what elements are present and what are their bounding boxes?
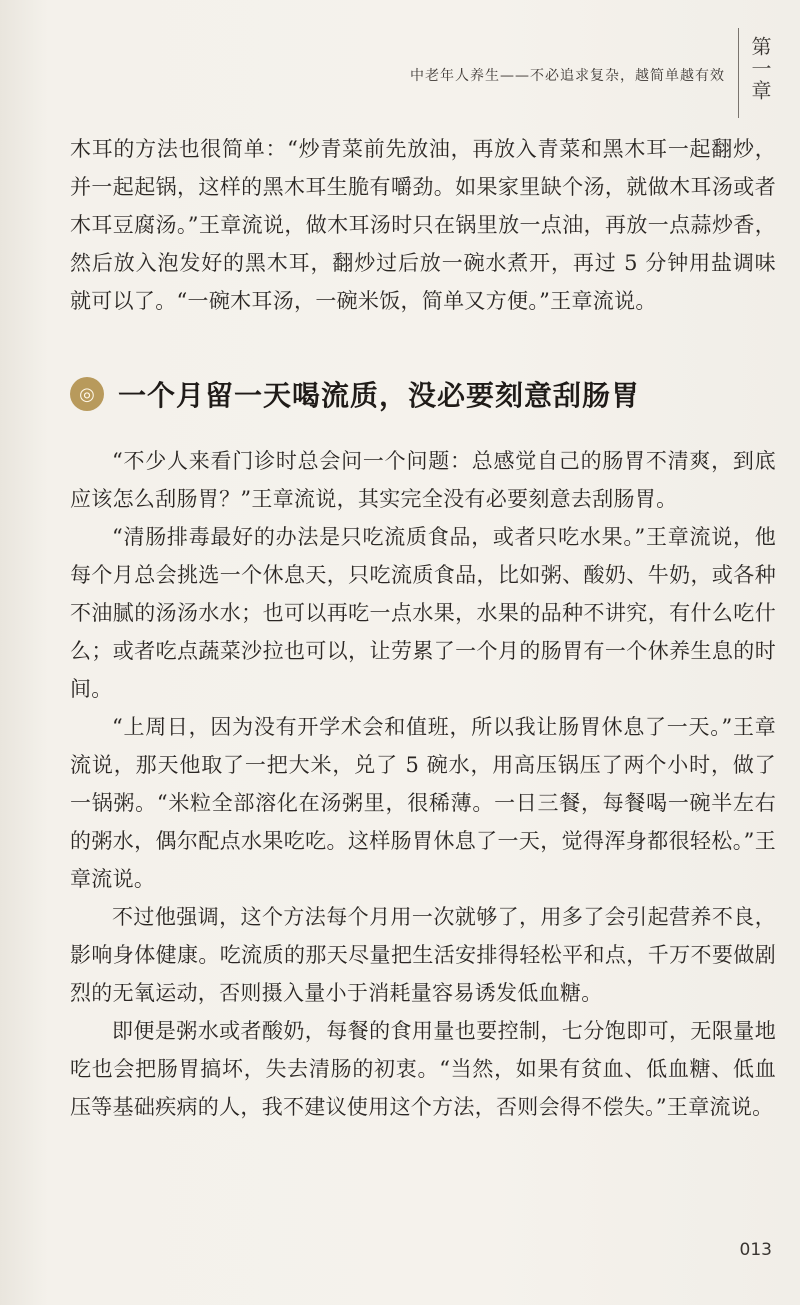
page-body xyxy=(70,130,776,1126)
header-divider xyxy=(738,28,739,118)
chapter-label: 第一章 xyxy=(748,36,772,102)
section-heading xyxy=(70,364,776,424)
paragraph-3: “上周日，因为没有开学术会和值班，所以我让肠胃休息了一天。”王章流说，那天他取了一把大米，兑了 5 碗水，用高压锅压了两个小时，做了一锅粥。“米粒全部溶化在汤粥里，很稀薄。一日三餐，每餐喝一碗半左右的粥水，偶尔配点水果吃吃。这样肠胃休息了一天，觉得浑身都很轻松。”王章流说。 xyxy=(70,715,776,891)
paragraph-continued: 木耳的方法也很简单：“炒青菜前先放油，再放入青菜和黑木耳一起翻炒，并一起起锅，这样的黑木耳生脆有嚼劲。如果家里缺个汤，就做木耳汤或者木耳豆腐汤。”王章流说，做木耳汤时只在锅里放一点油，再放一点蒜炒香，然后放入泡发好的黑木耳，翻炒过后放一碗水煮开，再过 5 分钟用盐调味就可以了。“一碗木耳汤，一碗米饭，简单又方便。”王章流说。 xyxy=(70,137,776,313)
section-title: 一个月留一天喝流质，没必要刻意刮肠胃 xyxy=(118,379,641,412)
running-title: 中老年人养生——不必追求复杂，越简单越有效 xyxy=(410,68,725,84)
section-bullet-icon: ◎ xyxy=(70,377,104,411)
page-number: 013 xyxy=(739,1240,772,1260)
paragraph-2: “清肠排毒最好的办法是只吃流质食品，或者只吃水果。”王章流说，他每个月总会挑选一个休息天，只吃流质食品，比如粥、酸奶、牛奶，或各种不油腻的汤汤水水；也可以再吃一点水果，水果的品种不讲究，有什么吃什么；或者吃点蔬菜沙拉也可以，让劳累了一个月的肠胃有一个休养生息的时间。 xyxy=(70,525,776,701)
paragraph-5: 即便是粥水或者酸奶，每餐的食用量也要控制，七分饱即可，无限量地吃也会把肠胃搞坏，失去清肠的初衷。“当然，如果有贫血、低血糖、低血压等基础疾病的人，我不建议使用这个方法，否则会得不偿失。”王章流说。 xyxy=(70,1019,776,1119)
paragraph-4: 不过他强调，这个方法每个月用一次就够了，用多了会引起营养不良，影响身体健康。吃流质的那天尽量把生活安排得轻松平和点，千万不要做剧烈的无氧运动，否则摄入量小于消耗量容易诱发低血糖。 xyxy=(70,905,776,1005)
paragraph-1: “不少人来看门诊时总会问一个问题：总感觉自己的肠胃不清爽，到底应该怎么刮肠胃？”王章流说，其实完全没有必要刻意去刮肠胃。 xyxy=(70,449,776,511)
